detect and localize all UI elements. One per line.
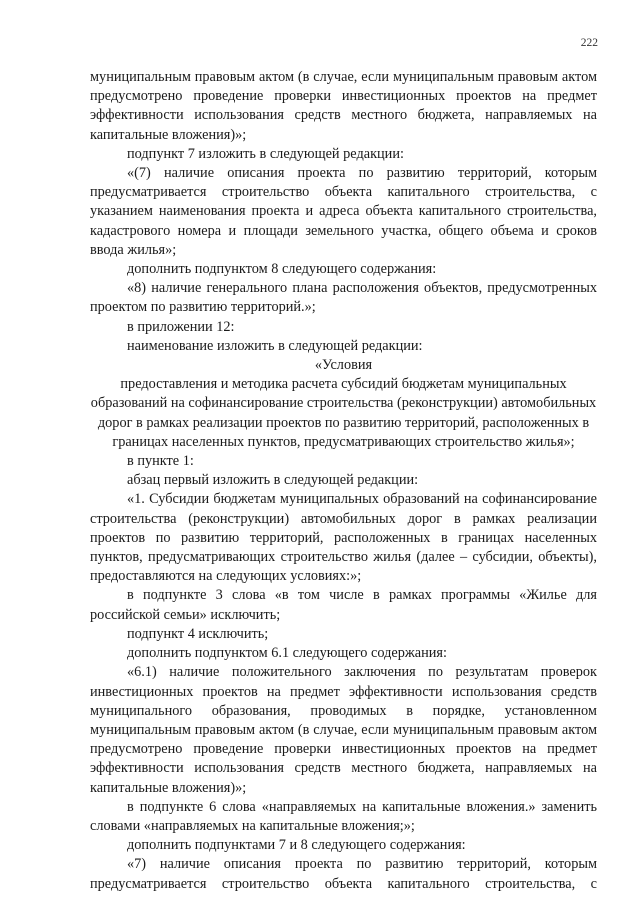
paragraph: дополнить подпунктом 6.1 следующего содержания:	[127, 645, 447, 662]
paragraph: «8) наличие генерального плана расположения объектов, предусмотренных проектом по развитию территорий.»;	[90, 280, 597, 316]
paragraph: «1. Субсидии бюджетам муниципальных образований на софинансирование строительства (реконструкции) автомобильных дорог в рамках реализации проектов по развитию территорий, расположенных в границах населенных пунктов, предусматривающих строительство жилья (далее – субсидии, объекты), предоставляются на следующих условиях:»;	[90, 491, 597, 585]
paragraph: в подпункте 6 слова «направляемых на капитальные вложения.» заменить словами «направляемых на капитальные вложения;»;	[90, 798, 597, 834]
paragraph: в пункте 1:	[127, 453, 194, 470]
page-number: 222	[580, 37, 598, 49]
paragraph: наименование изложить в следующей редакции:	[127, 337, 423, 354]
paragraph: подпункт 4 исключить;	[127, 625, 269, 642]
paragraph: дополнить подпунктом 8 следующего содержания:	[127, 261, 437, 278]
document-body	[90, 68, 597, 894]
paragraph: дополнить подпунктами 7 и 8 следующего содержания:	[127, 837, 466, 854]
paragraph: «Условия	[314, 357, 373, 374]
paragraph: в подпункте 3 слова «в том числе в рамках программы «Жилье для российской семьи» исключить;	[90, 587, 597, 623]
paragraph: муниципальным правовым актом (в случае, если муниципальным правовым актом предусмотрено проведение проверки инвестиционных проектов на предмет эффективности использования средств местного бюджета, направляемых на капитальные вложения)»;	[90, 69, 597, 143]
paragraph: в приложении 12:	[127, 318, 235, 335]
paragraph: «6.1) наличие положительного заключения по результатам проверок инвестиционных проектов на предмет эффективности использования средств муниципального образования, проводимых в порядке, установленном муниципальным правовым актом (в случае, если муниципальным правовым актом предусмотрено проведение проверки инвестиционных проектов на предмет эффективности использования средств местного бюджета, направляемых на капитальные вложения)»;	[90, 664, 597, 796]
paragraph: абзац первый изложить в следующей редакции:	[127, 472, 419, 489]
paragraph: «7) наличие описания проекта по развитию территорий, которым предусматривается строительство объекта капитального строительства, с	[90, 856, 597, 892]
paragraph: «(7) наличие описания проекта по развитию территорий, которым предусматривается строительство объекта капитального строительства, с указанием наименования проекта и адреса объекта капитального строительства, кадастрового номера и площади земельного участка, общего объема и сроков ввода жилья»;	[90, 165, 597, 258]
paragraph: предоставления и методика расчета субсидий бюджетам муниципальных образований на софинансирование строительства (реконструкции) автомобильных дорог в рамках реализации проектов по развитию территорий, расположенных в границах населенных пунктов, предусматривающих строительство жилья»;	[90, 376, 597, 450]
paragraph: подпункт 7 изложить в следующей редакции:	[127, 145, 404, 162]
